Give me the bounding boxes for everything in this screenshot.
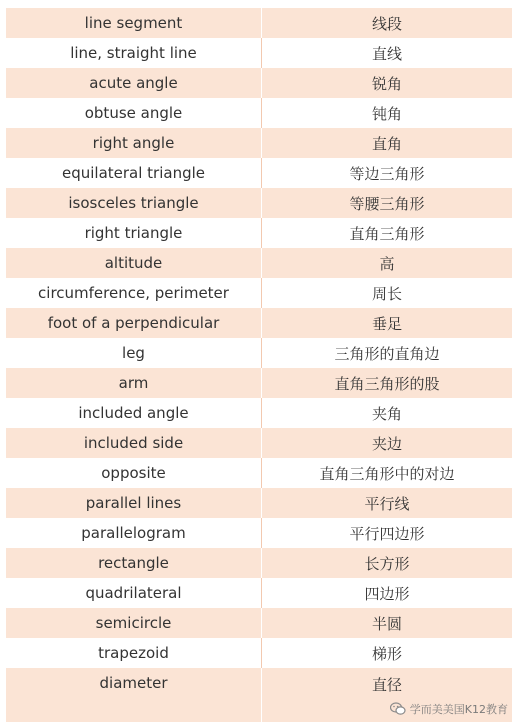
table-row — [6, 638, 512, 668]
english-term: isosceles triangle — [68, 194, 199, 212]
english-term: semicircle — [95, 614, 172, 632]
chinese-term: 夹边 — [371, 434, 402, 453]
table-row — [6, 608, 512, 638]
chinese-term: 平行四边形 — [349, 524, 425, 543]
table-row — [6, 98, 512, 128]
watermark — [390, 701, 508, 717]
english-term: arm — [118, 374, 149, 392]
watermark-text: 学而美美国K12教育 — [409, 703, 508, 716]
table-row — [6, 488, 512, 518]
chinese-term: 钝角 — [371, 104, 402, 123]
english-term: trapezoid — [98, 644, 169, 662]
table-row — [6, 398, 512, 428]
table-row — [6, 428, 512, 458]
table-row — [6, 518, 512, 548]
english-term: parallelogram — [81, 524, 186, 542]
table-row — [6, 338, 512, 368]
chinese-term: 等边三角形 — [349, 164, 425, 183]
english-term: opposite — [101, 464, 166, 482]
english-term: line segment — [84, 14, 183, 32]
table-row — [6, 308, 512, 338]
english-term: included side — [83, 434, 184, 452]
chinese-term: 直角三角形的股 — [334, 374, 440, 393]
english-term: diameter — [99, 674, 168, 692]
english-term: leg — [122, 344, 145, 362]
chinese-term: 直角三角形中的对边 — [319, 464, 455, 483]
table-row — [6, 128, 512, 158]
chinese-term: 等腰三角形 — [349, 194, 425, 213]
english-term: equilateral triangle — [61, 164, 206, 182]
table-row — [6, 368, 512, 398]
english-term: circumference, perimeter — [38, 284, 229, 302]
table-row — [6, 158, 512, 188]
english-term: acute angle — [89, 74, 178, 92]
english-term: right angle — [92, 134, 175, 152]
chinese-term: 直径 — [371, 676, 402, 694]
chinese-term: 四边形 — [364, 584, 410, 603]
chinese-term: 垂足 — [371, 314, 402, 333]
chinese-term: 梯形 — [371, 644, 402, 663]
english-term: parallel lines — [85, 494, 182, 512]
chinese-term: 平行线 — [364, 494, 410, 513]
table-row — [6, 458, 512, 488]
english-term: line, straight line — [70, 44, 197, 62]
english-term: altitude — [104, 254, 163, 272]
chinese-term: 高 — [379, 254, 395, 273]
english-term: obtuse angle — [84, 104, 183, 122]
chinese-term: 三角形的直角边 — [334, 344, 440, 363]
table-row — [6, 38, 512, 68]
chinese-term: 直线 — [371, 44, 402, 63]
chinese-term: 周长 — [371, 284, 402, 303]
table-row — [6, 548, 512, 578]
table-row — [6, 8, 512, 38]
english-term: included angle — [78, 404, 189, 422]
english-term: foot of a perpendicular — [47, 314, 220, 332]
english-term: right triangle — [84, 224, 183, 242]
wechat-icon — [390, 702, 406, 716]
vocab-table — [6, 8, 512, 722]
table-row — [6, 278, 512, 308]
chinese-term: 夹角 — [371, 404, 402, 423]
chinese-term: 长方形 — [364, 554, 410, 573]
chinese-term: 半圆 — [371, 614, 402, 633]
table-row — [6, 218, 512, 248]
table-row — [6, 188, 512, 218]
table-row — [6, 248, 512, 278]
english-term: quadrilateral — [85, 584, 182, 602]
table-row — [6, 578, 512, 608]
chinese-term: 线段 — [371, 14, 402, 33]
chinese-term: 锐角 — [371, 74, 402, 93]
chinese-term: 直角三角形 — [349, 224, 425, 243]
chinese-term: 直角 — [371, 134, 402, 153]
table-row — [6, 68, 512, 98]
english-term: rectangle — [98, 554, 169, 572]
